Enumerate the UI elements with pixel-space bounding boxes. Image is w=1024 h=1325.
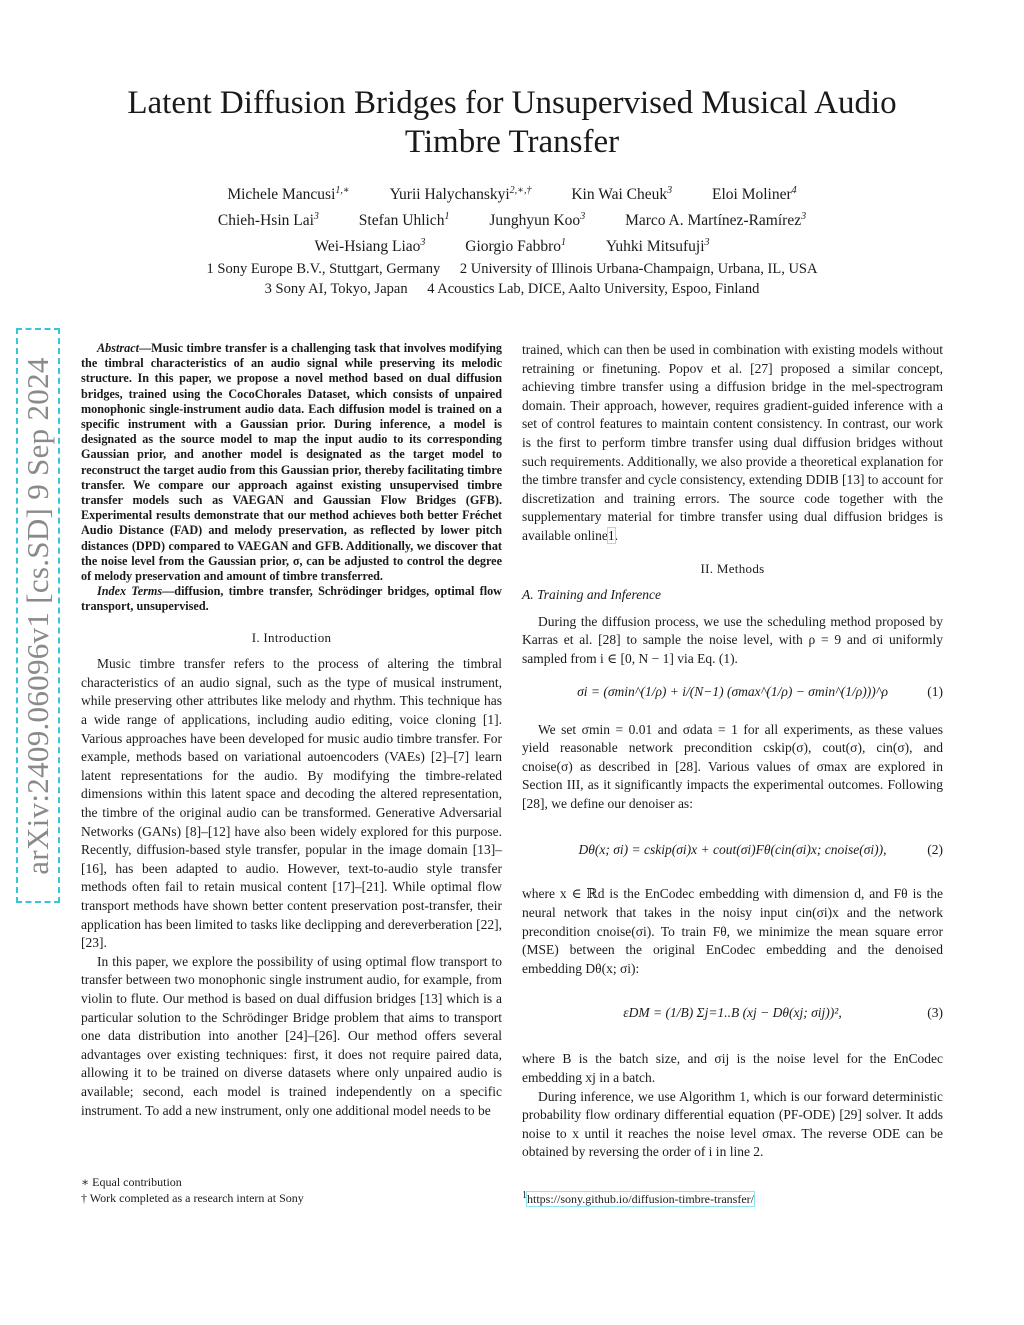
affiliation: 2 University of Illinois Urbana-Champaign, Urbana, IL, USA [459,261,818,277]
affiliation: 4 Acoustics Lab, DICE, Aalto University, Espoo, Finland [427,281,760,297]
equation-2 [522,827,943,873]
equation-2-body: Dθ(x; σi) = cskip(σi)x + cout(σi)Fθ(cin(σi)x; cnoise(σi)), [578,842,887,858]
footnote-equal-contribution: ∗ Equal contribution [81,1175,182,1189]
methods-paragraph: During inference, we use Algorithm 1, which is our forward deterministic probability flow ordinary differential equation (PF-ODE) [29] solver. It adds noise to x until it reaches the noise level σmax. The reverse ODE can be obtained by reversing the order of i in line 2. [522,1088,943,1160]
footnote-link[interactable]: 1 [607,527,615,543]
equation-1-number: (1) [927,683,943,699]
intro-paragraph: In this paper, we explore the possibility of using optimal flow transport to transfer between two monophonic single instrument audio, for example, from violin to flute. Our method is based on dual diffusion bridges [13] which is a particular solution to the Schrödinger Bridge problem that aims to transport one data distribution into another [24]–[26]. Our method offers several advantages over existing techniques: first, it does not require paired data, allowing it to be trained on diverse datasets where only unpaired audio is available; second, each model is trained independently on a specific instrument. To add a new instrument, only one additional model needs to be [81,953,502,1118]
methods-paragraph: We set σmin = 0.01 and σdata = 1 for all experiments, as these values yield reasonable network precondition cskip(σ), cout(σ), cin(σ), and cnoise(σ) as described in [28]. Various values of σmax are explored in Section III, as it significantly impacts the experimental outcomes. Following [28], we define our denoiser as: [522,721,943,811]
affiliation-list [110,259,914,299]
title-line-1: Latent Diffusion Bridges for Unsupervised Musical Audio [127,85,897,121]
right-column [522,341,943,1162]
author: Chieh-Hsin Lai$^3$ [217,211,319,230]
arxiv-identifier-text: arXiv:2409.06096v1 [cs.SD] 9 Sep 2024 [20,356,55,875]
arxiv-identifier-stamp[interactable] [16,328,60,903]
index-terms: Index Terms—diffusion, timbre transfer, Schrödinger bridges, optimal flow transport, unsupervised. [81,584,502,614]
equation-3-body: εDM = (1/B) Σj=1..B (xj − Dθ(xj; σij))², [623,1005,842,1021]
methods-paragraph: where B is the batch size, and σij is the noise level for the EnCodec embedding xj in a batch. [522,1051,943,1086]
author: Junghyun Koo$^3$ [489,211,586,230]
intro-paragraph: Music timbre transfer refers to the process of altering the timbral characteristics of an audio signal, such as the type of musical instrument, while preserving other attributes like melody and rhythm. This technique has a wide range of applications, including audio editing, voice cloning [1]. Various approaches have been developed for music audio timbre transfer. For example, methods based on variational autoencoders (VAEs) [2]–[7] learn latent representations for the audio. By modifying the timbre-related dimensions within this latent space and decoding the altered representation, the timbre of the original audio can be transformed. Generative Adversarial Networks (GANs) [8]–[12] have also been widely explored for this purpose. Recently, diffusion-based style transfer, popular in the image domain [13]–[16], has been adapted to audio. However, text-to-audio style transfer methods often fail to retain musical content [17]–[21]. While optimal flow transport methods have shown better content preservation post-transfer, their application has been limited to tasks like declipping and dereverberation [22], [23]. [81,656,502,951]
affiliation: 1 Sony Europe B.V., Stuttgart, Germany [206,261,441,277]
footnote-url-marker: 1 [522,1190,527,1201]
author: Kin Wai Cheuk$^3$ [571,185,673,204]
author: Yurii Halychanskyi$^{2,∗,\dagger}$ [389,185,532,204]
author: Stefan Uhlich$^1$ [358,211,450,230]
author: Michele Mancusi$^{1,∗}$ [227,185,350,204]
methods-paragraph: where x ∈ ℝd is the EnCodec embedding with dimension d, and Fθ is the neural network that takes in the noisy input cin(σi)x and the network precondition cnoise(σi). To train Fθ, we minimize the mean square error (MSE) between the original EnCodec embedding and the denoised embedding Dθ(x; σi): [522,886,943,976]
footnote-intern: † Work completed as a research intern at Sony [81,1191,304,1205]
equation-1-body: σi = (σmin^(1/ρ) + i/(N−1) (σmax^(1/ρ) − σmin^(1/ρ)))^ρ [577,683,888,699]
equation-2-number: (2) [927,842,943,858]
equation-3 [522,992,943,1038]
title-line-2: Timbre Transfer [404,124,620,160]
affiliation: 3 Sony AI, Tokyo, Japan [264,281,408,297]
left-column [81,341,502,1120]
author: Giorgio Fabbro$^1$ [465,237,567,256]
author: Marco A. Martínez-Ramírez$^3$ [625,211,807,230]
paper-title [80,84,944,162]
footnote-url [522,1188,754,1207]
footnotes-left [81,1174,304,1206]
author: Wei-Hsiang Liao$^3$ [314,237,426,256]
footnote-url-link[interactable]: https://sony.github.io/diffusion-timbre-transfer/ [527,1192,754,1206]
section-heading-introduction: I. Introduction [251,629,332,645]
equation-3-number: (3) [927,1005,943,1021]
methods-paragraph: During the diffusion process, we use the scheduling method proposed by Karras et al. [28] to sample the noise level, with ρ = 9 and σi uniformly sampled from i ∈ [0, N − 1] via Eq. (1). [522,613,943,666]
author: Yuhki Mitsufuji$^3$ [605,237,710,256]
intro-continuation-paragraph: trained, which can then be used in combination with existing models without retraining or finetuning. Popov et al. [27] proposed a similar concept, achieving timbre transfer using a diffusion bridge in the mel-spectrogram domain. Their approach, however, requires gradient-guided inference with a set of control features to maintain content consistency. In contrast, our work is the first to perform timbre transfer using dual diffusion bridges without such requirements. Additionally, we also provide a theoretical explanation for the timbre transfer and cycle consistency, extending DDIB [13] to account for discretization and training errors. The source code together with the supplementary material for timbre transfer using dual diffusion bridges is available online1. [522,342,943,543]
author: Eloi Moliner$^4$ [711,185,797,204]
subsection-heading-training: A. Training and Inference [522,587,661,603]
author-list [110,180,914,258]
section-heading-methods: II. Methods [700,560,765,576]
abstract: Abstract—Music timbre transfer is a challenging task that involves modifying the timbral characteristics of an audio signal while preserving its melodic structure. In this paper, we propose a novel method based on dual diffusion bridges, trained using the CocoChorales Dataset, which consists of unpaired monophonic single-instrument audio data. Each diffusion model is trained on a specific instrument with a Gaussian prior. During inference, a model is designated as the source model to map the input audio to its corresponding Gaussian prior, and another model is designated as the target model to reconstruct the target audio from this Gaussian prior, thereby facilitating timbre transfer. We compare our approach against existing unsupervised timbre transfer models such as VAEGAN and Gaussian Flow Bridges (GFB). Experimental results demonstrate that our method achieves both better Fréchet Audio Distance (FAD) and melody preservation, as reflected by lower pitch distances (DPD) compared to VAEGAN and GFB. Additionally, we discover that the noise level from the Gaussian prior, σ, can be adjusted to control the degree of melody preservation and amount of timbre transferred. [81,341,502,584]
equation-1 [522,683,943,709]
